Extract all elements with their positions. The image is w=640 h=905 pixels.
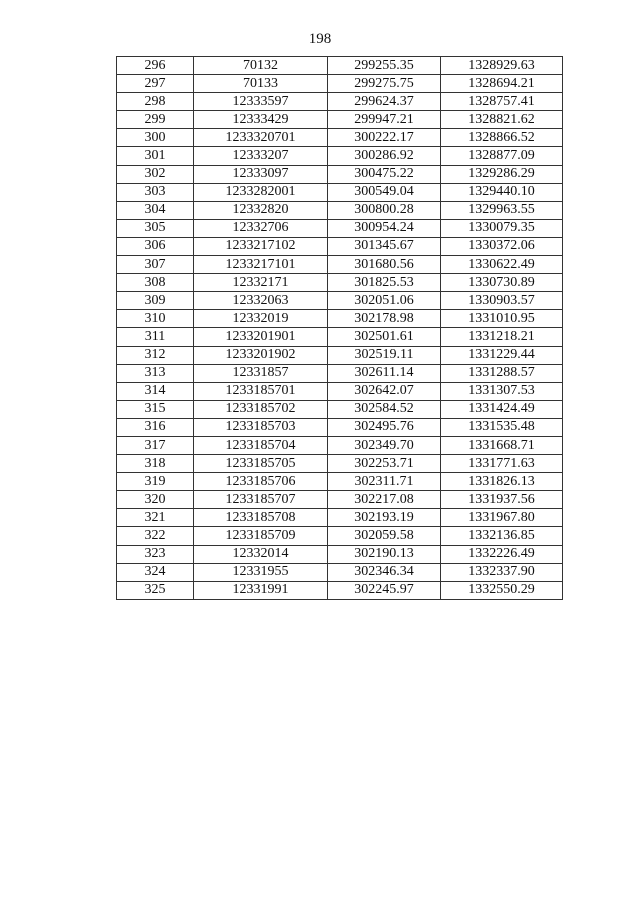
point-number-cell: 314 <box>117 382 194 400</box>
point-number-cell: 298 <box>117 93 194 111</box>
point-id-cell: 1233185707 <box>194 491 328 509</box>
point-number-cell: 315 <box>117 400 194 418</box>
point-id-cell: 70132 <box>194 57 328 75</box>
point-id-cell: 12332820 <box>194 201 328 219</box>
point-id-cell: 1233185709 <box>194 527 328 545</box>
point-id-cell: 1233185703 <box>194 418 328 436</box>
table-row <box>117 111 563 129</box>
point-id-cell: 70133 <box>194 75 328 93</box>
point-id-cell: 12332063 <box>194 292 328 310</box>
point-number-cell: 311 <box>117 328 194 346</box>
x-coordinate-cell: 300800.28 <box>328 201 441 219</box>
x-coordinate-cell: 302051.06 <box>328 292 441 310</box>
y-coordinate-cell: 1332226.49 <box>441 545 563 563</box>
x-coordinate-cell: 300286.92 <box>328 147 441 165</box>
table-row <box>117 57 563 75</box>
y-coordinate-cell: 1328929.63 <box>441 57 563 75</box>
table-row <box>117 310 563 328</box>
point-id-cell: 1233201901 <box>194 328 328 346</box>
x-coordinate-cell: 300954.24 <box>328 219 441 237</box>
y-coordinate-cell: 1328821.62 <box>441 111 563 129</box>
table-row <box>117 346 563 364</box>
y-coordinate-cell: 1331218.21 <box>441 328 563 346</box>
x-coordinate-cell: 299947.21 <box>328 111 441 129</box>
point-number-cell: 309 <box>117 292 194 310</box>
y-coordinate-cell: 1331771.63 <box>441 455 563 473</box>
point-number-cell: 303 <box>117 183 194 201</box>
table-row <box>117 328 563 346</box>
table-row <box>117 364 563 382</box>
point-number-cell: 297 <box>117 75 194 93</box>
x-coordinate-cell: 302311.71 <box>328 473 441 491</box>
y-coordinate-cell: 1331937.56 <box>441 491 563 509</box>
coordinates-table <box>116 56 563 600</box>
point-number-cell: 310 <box>117 310 194 328</box>
point-number-cell: 312 <box>117 346 194 364</box>
x-coordinate-cell: 302346.34 <box>328 563 441 581</box>
x-coordinate-cell: 300222.17 <box>328 129 441 147</box>
table-row <box>117 165 563 183</box>
point-number-cell: 301 <box>117 147 194 165</box>
y-coordinate-cell: 1331826.13 <box>441 473 563 491</box>
point-id-cell: 1233185704 <box>194 436 328 454</box>
point-id-cell: 1233185706 <box>194 473 328 491</box>
x-coordinate-cell: 300549.04 <box>328 183 441 201</box>
y-coordinate-cell: 1330730.89 <box>441 274 563 292</box>
point-id-cell: 12333207 <box>194 147 328 165</box>
table-row <box>117 93 563 111</box>
table-row <box>117 256 563 274</box>
point-number-cell: 324 <box>117 563 194 581</box>
x-coordinate-cell: 299624.37 <box>328 93 441 111</box>
table-row <box>117 75 563 93</box>
point-number-cell: 308 <box>117 274 194 292</box>
point-id-cell: 1233201902 <box>194 346 328 364</box>
page-number: 198 <box>308 31 332 47</box>
y-coordinate-cell: 1332136.85 <box>441 527 563 545</box>
point-number-cell: 317 <box>117 436 194 454</box>
point-id-cell: 1233282001 <box>194 183 328 201</box>
table-row <box>117 509 563 527</box>
table-row <box>117 491 563 509</box>
point-number-cell: 320 <box>117 491 194 509</box>
point-id-cell: 1233185705 <box>194 455 328 473</box>
table-row <box>117 563 563 581</box>
table-row <box>117 418 563 436</box>
y-coordinate-cell: 1332337.90 <box>441 563 563 581</box>
point-number-cell: 304 <box>117 201 194 219</box>
x-coordinate-cell: 302245.97 <box>328 581 441 599</box>
x-coordinate-cell: 302495.76 <box>328 418 441 436</box>
table-row <box>117 147 563 165</box>
y-coordinate-cell: 1331535.48 <box>441 418 563 436</box>
y-coordinate-cell: 1328694.21 <box>441 75 563 93</box>
table-row <box>117 183 563 201</box>
table-row <box>117 274 563 292</box>
y-coordinate-cell: 1330622.49 <box>441 256 563 274</box>
point-id-cell: 1233185701 <box>194 382 328 400</box>
x-coordinate-cell: 302190.13 <box>328 545 441 563</box>
point-id-cell: 12331991 <box>194 581 328 599</box>
point-number-cell: 322 <box>117 527 194 545</box>
point-number-cell: 296 <box>117 57 194 75</box>
point-number-cell: 300 <box>117 129 194 147</box>
y-coordinate-cell: 1330372.06 <box>441 237 563 255</box>
point-id-cell: 1233217102 <box>194 237 328 255</box>
point-number-cell: 323 <box>117 545 194 563</box>
point-id-cell: 12332171 <box>194 274 328 292</box>
point-id-cell: 1233185702 <box>194 400 328 418</box>
point-number-cell: 313 <box>117 364 194 382</box>
table-row <box>117 545 563 563</box>
table-row <box>117 219 563 237</box>
y-coordinate-cell: 1331229.44 <box>441 346 563 364</box>
point-number-cell: 325 <box>117 581 194 599</box>
point-number-cell: 318 <box>117 455 194 473</box>
y-coordinate-cell: 1329286.29 <box>441 165 563 183</box>
x-coordinate-cell: 302584.52 <box>328 400 441 418</box>
y-coordinate-cell: 1331010.95 <box>441 310 563 328</box>
y-coordinate-cell: 1331967.80 <box>441 509 563 527</box>
x-coordinate-cell: 300475.22 <box>328 165 441 183</box>
y-coordinate-cell: 1328866.52 <box>441 129 563 147</box>
table-row <box>117 201 563 219</box>
point-number-cell: 302 <box>117 165 194 183</box>
point-id-cell: 12332014 <box>194 545 328 563</box>
y-coordinate-cell: 1332550.29 <box>441 581 563 599</box>
point-id-cell: 1233320701 <box>194 129 328 147</box>
x-coordinate-cell: 302642.07 <box>328 382 441 400</box>
table-row <box>117 237 563 255</box>
table-row <box>117 473 563 491</box>
y-coordinate-cell: 1328877.09 <box>441 147 563 165</box>
table-row <box>117 527 563 545</box>
point-number-cell: 305 <box>117 219 194 237</box>
point-id-cell: 12333597 <box>194 93 328 111</box>
x-coordinate-cell: 302349.70 <box>328 436 441 454</box>
point-number-cell: 307 <box>117 256 194 274</box>
y-coordinate-cell: 1328757.41 <box>441 93 563 111</box>
point-id-cell: 12333097 <box>194 165 328 183</box>
x-coordinate-cell: 299255.35 <box>328 57 441 75</box>
table-row <box>117 292 563 310</box>
x-coordinate-cell: 302519.11 <box>328 346 441 364</box>
x-coordinate-cell: 302217.08 <box>328 491 441 509</box>
y-coordinate-cell: 1330079.35 <box>441 219 563 237</box>
y-coordinate-cell: 1331424.49 <box>441 400 563 418</box>
x-coordinate-cell: 302178.98 <box>328 310 441 328</box>
table-row <box>117 455 563 473</box>
y-coordinate-cell: 1331668.71 <box>441 436 563 454</box>
x-coordinate-cell: 302059.58 <box>328 527 441 545</box>
x-coordinate-cell: 302611.14 <box>328 364 441 382</box>
y-coordinate-cell: 1330903.57 <box>441 292 563 310</box>
point-number-cell: 299 <box>117 111 194 129</box>
y-coordinate-cell: 1331307.53 <box>441 382 563 400</box>
table-row <box>117 581 563 599</box>
table-row <box>117 129 563 147</box>
point-id-cell: 12332019 <box>194 310 328 328</box>
y-coordinate-cell: 1331288.57 <box>441 364 563 382</box>
x-coordinate-cell: 299275.75 <box>328 75 441 93</box>
point-number-cell: 306 <box>117 237 194 255</box>
point-number-cell: 316 <box>117 418 194 436</box>
x-coordinate-cell: 301825.53 <box>328 274 441 292</box>
point-number-cell: 321 <box>117 509 194 527</box>
x-coordinate-cell: 302501.61 <box>328 328 441 346</box>
x-coordinate-cell: 302253.71 <box>328 455 441 473</box>
point-id-cell: 12331955 <box>194 563 328 581</box>
x-coordinate-cell: 301345.67 <box>328 237 441 255</box>
table-row <box>117 400 563 418</box>
table-row <box>117 436 563 454</box>
x-coordinate-cell: 302193.19 <box>328 509 441 527</box>
x-coordinate-cell: 301680.56 <box>328 256 441 274</box>
point-id-cell: 12332706 <box>194 219 328 237</box>
y-coordinate-cell: 1329440.10 <box>441 183 563 201</box>
point-id-cell: 12331857 <box>194 364 328 382</box>
point-id-cell: 1233185708 <box>194 509 328 527</box>
coordinates-table-body <box>117 57 563 600</box>
point-id-cell: 12333429 <box>194 111 328 129</box>
table-row <box>117 382 563 400</box>
point-id-cell: 1233217101 <box>194 256 328 274</box>
point-number-cell: 319 <box>117 473 194 491</box>
y-coordinate-cell: 1329963.55 <box>441 201 563 219</box>
